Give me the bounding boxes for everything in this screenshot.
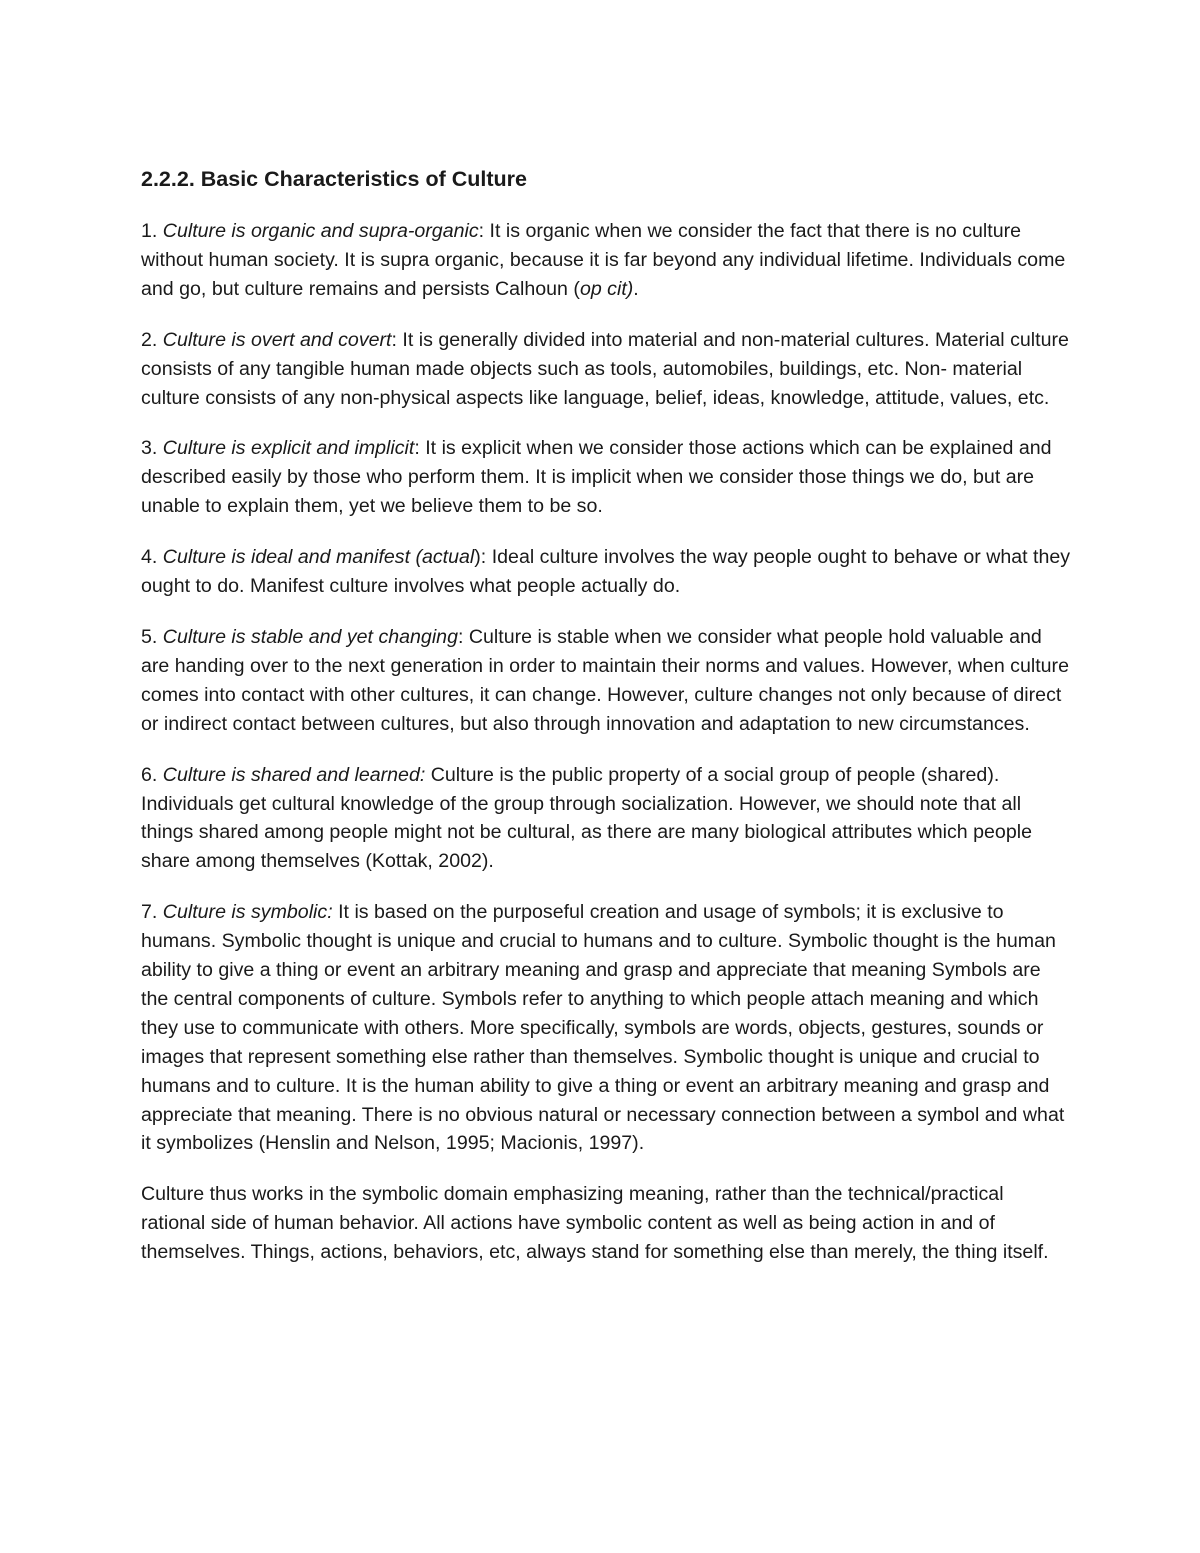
item-term: Culture is overt and covert — [162, 328, 392, 351]
characteristic-item-2 — [141, 326, 1071, 413]
characteristic-item-5 — [141, 623, 1071, 739]
item-number: 6. — [141, 763, 163, 786]
section-heading: 2.2.2. Basic Characteristics of Culture — [141, 167, 527, 191]
characteristic-item-6 — [141, 761, 1071, 877]
characteristic-item-4 — [141, 543, 1071, 601]
item-number: 4. — [141, 546, 163, 569]
item-separator: : — [478, 220, 490, 242]
document-body — [141, 165, 1071, 1289]
item-term: Culture is symbolic: — [162, 901, 333, 924]
item-separator: : — [414, 437, 426, 460]
item-number: 1. — [141, 220, 163, 242]
item-term: Culture is ideal and manifest (actual — [162, 546, 475, 569]
characteristic-item-1 — [141, 217, 1071, 304]
item-number: 3. — [141, 437, 163, 460]
item-separator: : — [457, 625, 469, 648]
item-separator: ): — [474, 546, 492, 569]
item-body: Culture is stable when we consider what people hold valuable and are handing over to the next generation in order to maintain their norms and values. However, when culture comes into contact with other cultures, it can change. However, culture changes not only because of direct or indirect contact between cultures, but also through innovation and adaptation to new circumstances. — [141, 625, 1069, 735]
closing-paragraph: Culture thus works in the symbolic domain emphasizing meaning, rather than the technical/practical rational side of human behavior. All actions have symbolic content as well as being action in and of themselves. Things, actions, behaviors, etc, always stand for something else than merely, the thing itself. — [141, 1183, 1049, 1264]
characteristic-item-7 — [141, 898, 1071, 1158]
item-term: Culture is shared and learned: — [162, 763, 426, 786]
item-term: Culture is explicit and implicit — [162, 437, 415, 460]
item-body: It is explicit when we consider those actions which can be explained and described easily by those who perform them. It is implicit when we consider those things we do, but are unable to explain them, yet we believe them to be so. — [141, 437, 1052, 518]
item-tail: . — [633, 277, 639, 300]
item-citation: op cit) — [579, 277, 634, 300]
item-body: Ideal culture involves the way people ought to behave or what they ought to do. Manifest culture involves what people actually do. — [141, 546, 1071, 598]
characteristic-item-3 — [141, 434, 1071, 521]
item-body: Culture is the public property of a social group of people (shared). Individuals get cultural knowledge of the group through socialization. However, we should note that all things shared among people might not be cultural, as there are many biological attributes which people share among themselves (Kottak, 2002). — [141, 763, 1032, 873]
item-number: 7. — [141, 901, 163, 924]
item-body: It is based on the purposeful creation and usage of symbols; it is exclusive to humans. Symbolic thought is unique and crucial to humans and to culture. Symbolic thought is the human ability to give a thing or event an arbitrary meaning and grasp and appreciate that meaning Symbols are the central components of culture. Symbols refer to anything to which people attach meaning and which they use to communicate with others. More specifically, symbols are words, objects, gestures, sounds or images that represent something else rather than themselves. Symbolic thought is unique and crucial to humans and to culture. It is the human ability to give a thing or event an arbitrary meaning and grasp and appreciate that meaning. There is no obvious natural or necessary connection between a symbol and what it symbolizes (Henslin and Nelson, 1995; Macionis, 1997). — [141, 901, 1065, 1155]
item-term: Culture is stable and yet changing — [162, 625, 458, 648]
item-body: It is generally divided into material and non-material cultures. Material culture consists of any tangible human made objects such as tools, automobiles, buildings, etc. Non- material culture consists of any non-physical aspects like language, belief, ideas, knowledge, attitude, values, etc. — [141, 328, 1069, 409]
item-number: 5. — [141, 625, 163, 648]
item-number: 2. — [141, 328, 163, 351]
item-term: Culture is organic and supra-organic — [162, 220, 479, 242]
item-body: It is organic when we consider the fact that there is no culture without human society. It is supra organic, because it is far beyond any individual lifetime. Individuals come and go, but culture remains and persists Calhoun ( — [141, 220, 1066, 300]
item-separator: : — [391, 328, 403, 351]
